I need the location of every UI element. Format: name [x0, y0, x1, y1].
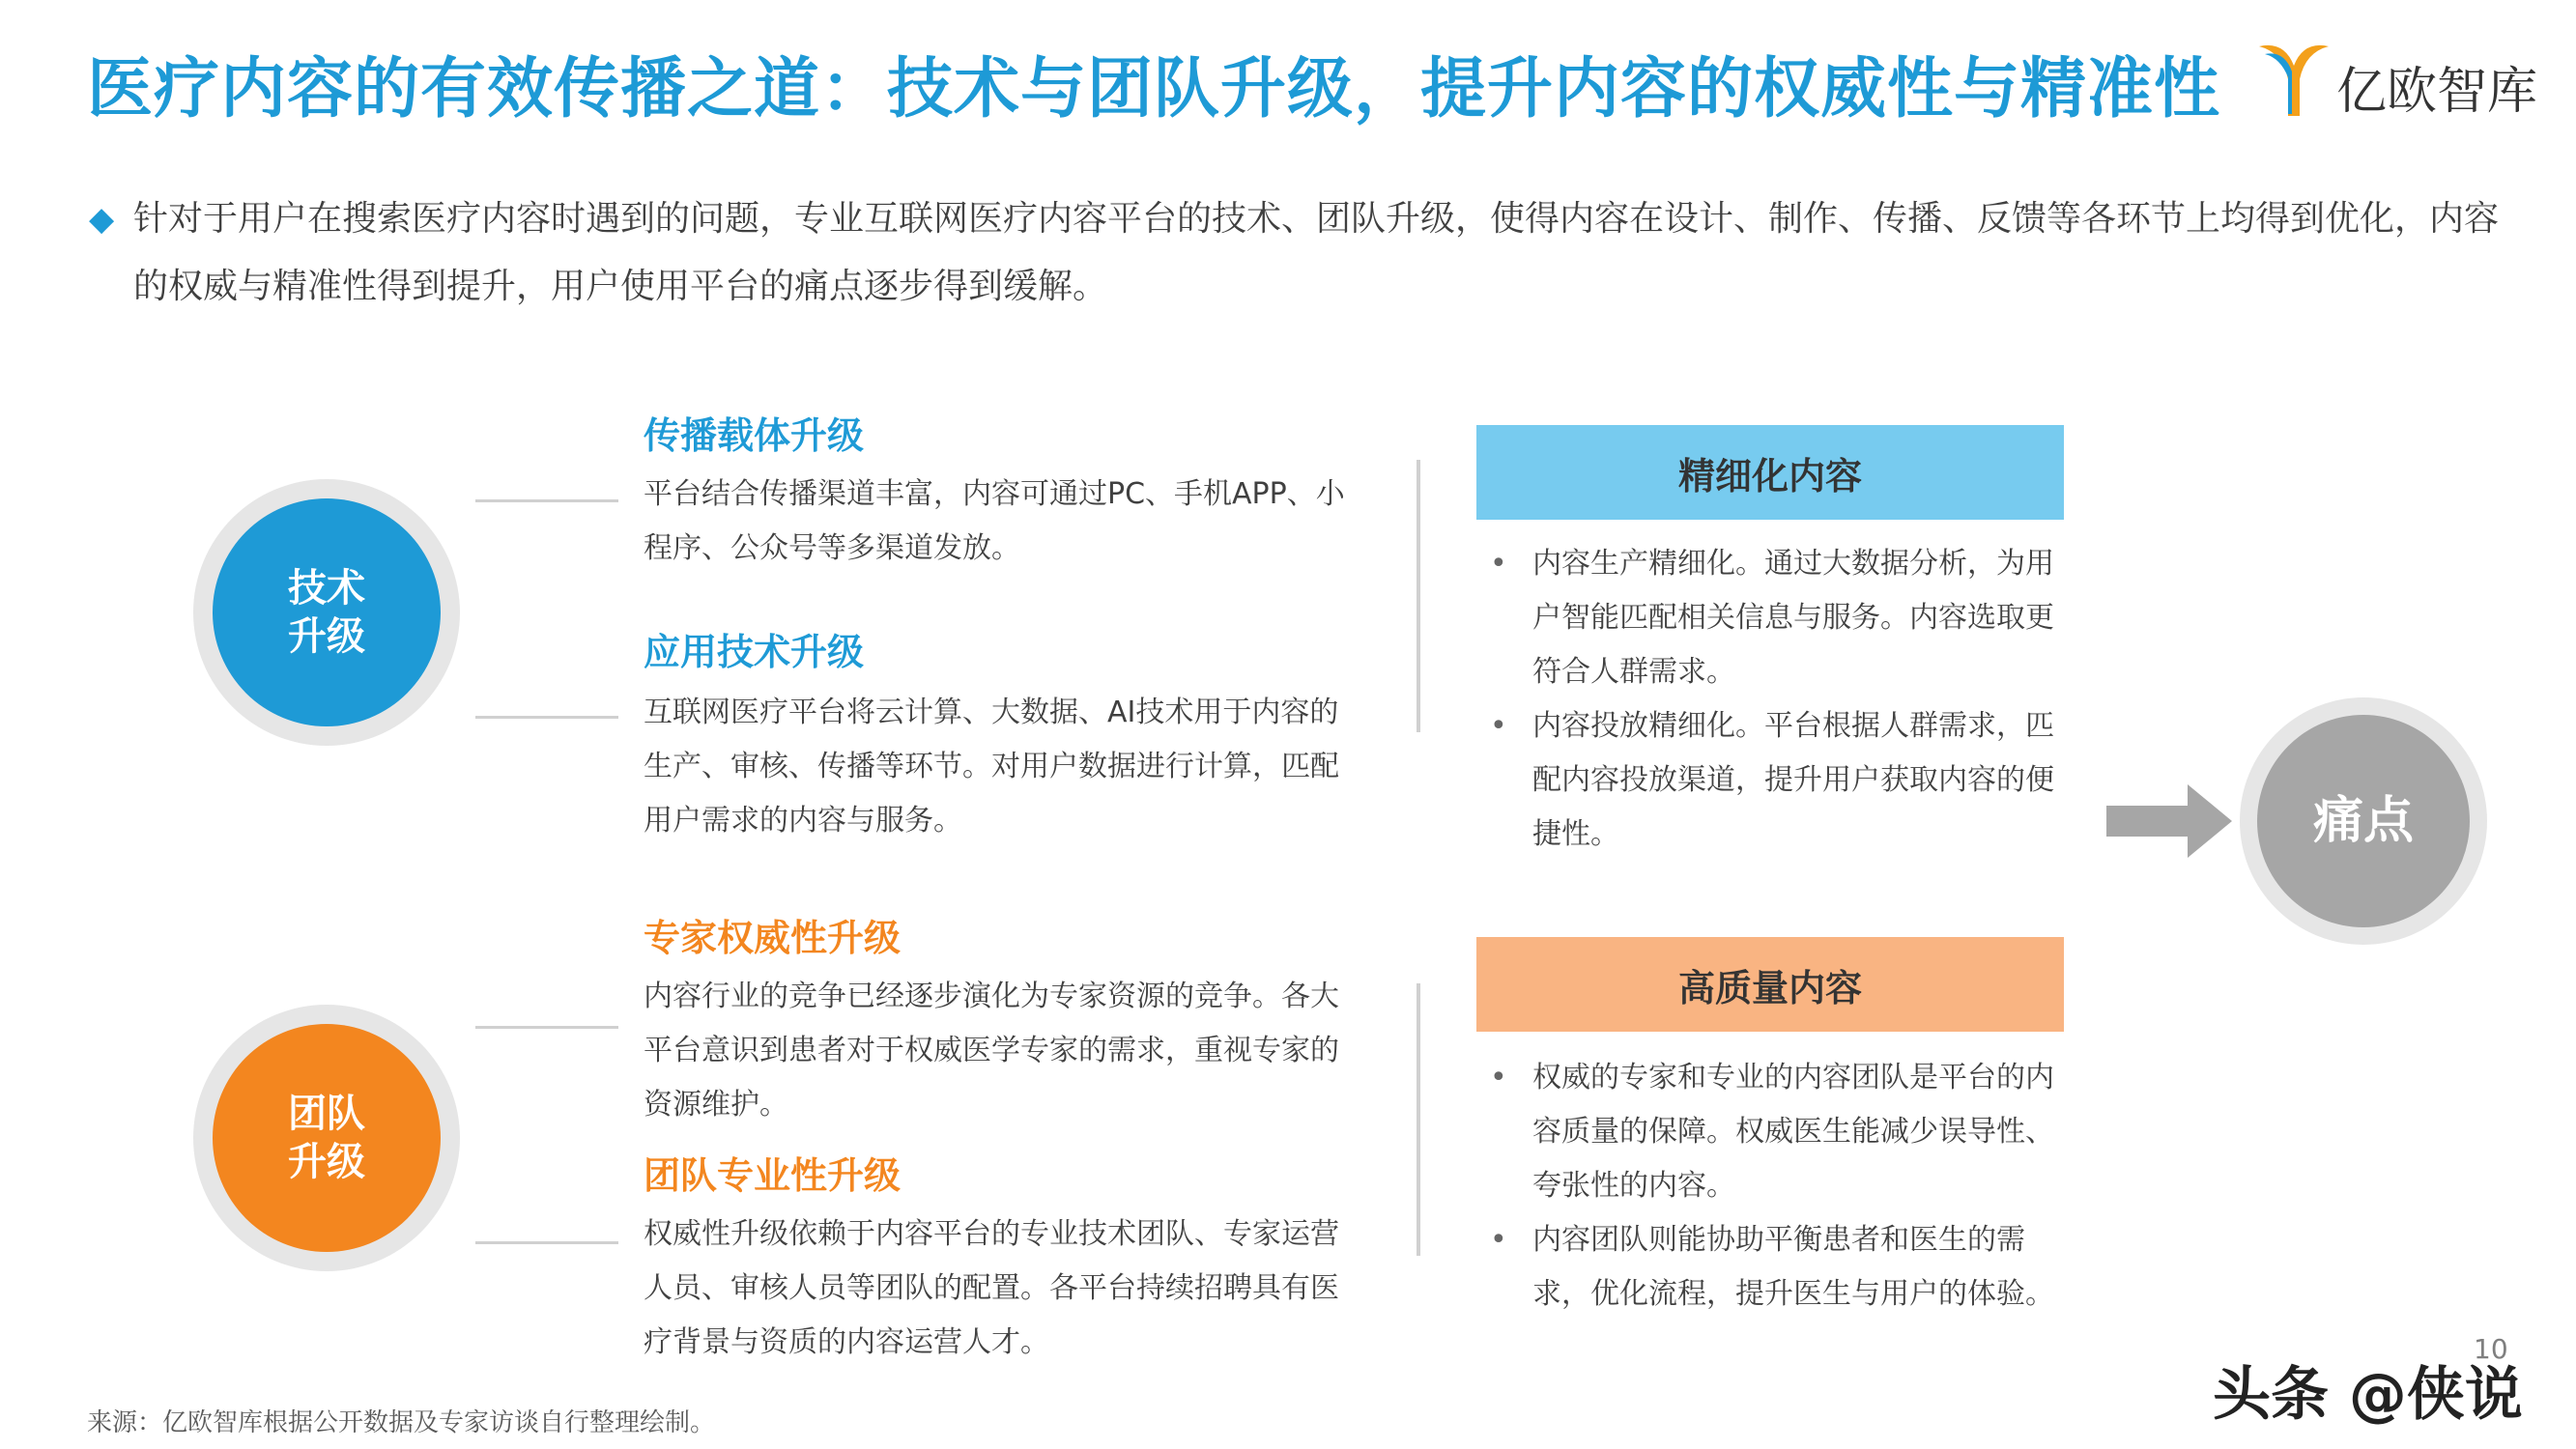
connector-line — [475, 716, 618, 719]
connector-line — [475, 499, 618, 502]
team-upgrade-badge — [213, 1024, 441, 1252]
tech-upgrade-circle — [193, 479, 460, 746]
connector-line — [475, 1241, 618, 1244]
section-title-expert-authority: 专家权威性升级 — [644, 917, 902, 959]
pain-point-label: 痛点 — [2312, 792, 2414, 850]
pain-point-circle — [2240, 697, 2487, 945]
divider-vertical — [1417, 460, 1420, 732]
quality-content-list — [1476, 1051, 2064, 1321]
yiou-logo-icon — [2255, 37, 2333, 124]
quality-content-panel — [1476, 937, 2064, 1321]
refined-content-header: 精细化内容 — [1476, 425, 2064, 520]
tech-upgrade-badge — [213, 498, 441, 726]
refined-content-panel — [1476, 425, 2064, 862]
watermark-text: 头条 @侠说 — [2213, 1361, 2523, 1429]
section-body-applied-tech: 互联网医疗平台将云计算、大数据、AI技术用于内容的生产、审核、传播等环节。对用户数据进行计算，匹配用户需求的内容与服务。 — [644, 696, 1339, 838]
brand-name: 亿欧智库 — [2336, 63, 2538, 121]
page-title: 医疗内容的有效传播之道：技术与团队升级，提升内容的权威性与精准性 — [87, 51, 2221, 128]
section-title-team-professional: 团队专业性升级 — [644, 1154, 902, 1197]
team-label-line2: 升级 — [288, 1140, 365, 1184]
intro-text: 针对于用户在搜索医疗内容时遇到的问题，专业互联网医疗内容平台的技术、团队升级，使得内容在设计、制作、传播、反馈等各环节上均得到优化，内容的权威与精准性得到提升，用户使用平台的痛点逐步得到缓解。 — [133, 199, 2500, 306]
section-body-carrier: 平台结合传播渠道丰富，内容可通过PC、手机APP、小程序、公众号等多渠道发放。 — [644, 477, 1345, 565]
list-item: • 内容生产精细化。通过大数据分析，为用户智能匹配相关信息与服务。内容选取更符合人群需求。 — [1476, 537, 2064, 699]
section-body-expert-authority: 内容行业的竞争已经逐步演化为专家资源的竞争。各大平台意识到患者对于权威医学专家的需求，重视专家的资源维护。 — [644, 980, 1339, 1122]
diamond-bullet-icon: ◆ — [89, 200, 115, 239]
brand-logo — [2255, 37, 2545, 124]
section-title-carrier: 传播载体升级 — [644, 414, 865, 457]
page-number: 10 — [2474, 1333, 2508, 1365]
source-note: 来源：亿欧智库根据公开数据及专家访谈自行整理绘制。 — [87, 1408, 716, 1437]
section-title-applied-tech: 应用技术升级 — [644, 631, 865, 673]
team-upgrade-circle — [193, 1005, 460, 1271]
divider-vertical — [1417, 983, 1420, 1256]
list-item: • 权威的专家和专业的内容团队是平台的内容质量的保障。权威医生能减少误导性、夸张性的内容。 — [1476, 1051, 2064, 1213]
tech-label-line1: 技术 — [288, 566, 365, 611]
team-label-line1: 团队 — [288, 1092, 365, 1136]
refined-content-list — [1476, 537, 2064, 862]
list-item: • 内容团队则能协助平衡患者和医生的需求，优化流程，提升医生与用户的体验。 — [1476, 1213, 2064, 1321]
pain-point-badge — [2257, 715, 2470, 927]
list-item: • 内容投放精细化。平台根据人群需求，匹配内容投放渠道，提升用户获取内容的便捷性。 — [1476, 699, 2064, 862]
intro-paragraph — [89, 185, 2504, 321]
tech-label-line2: 升级 — [288, 614, 365, 659]
quality-content-header: 高质量内容 — [1476, 937, 2064, 1032]
arrow-right-icon — [2106, 784, 2232, 858]
section-body-team-professional: 权威性升级依赖于内容平台的专业技术团队、专家运营人员、审核人员等团队的配置。各平台持续招聘具有医疗背景与资质的内容运营人才。 — [644, 1217, 1339, 1359]
connector-line — [475, 1026, 618, 1029]
